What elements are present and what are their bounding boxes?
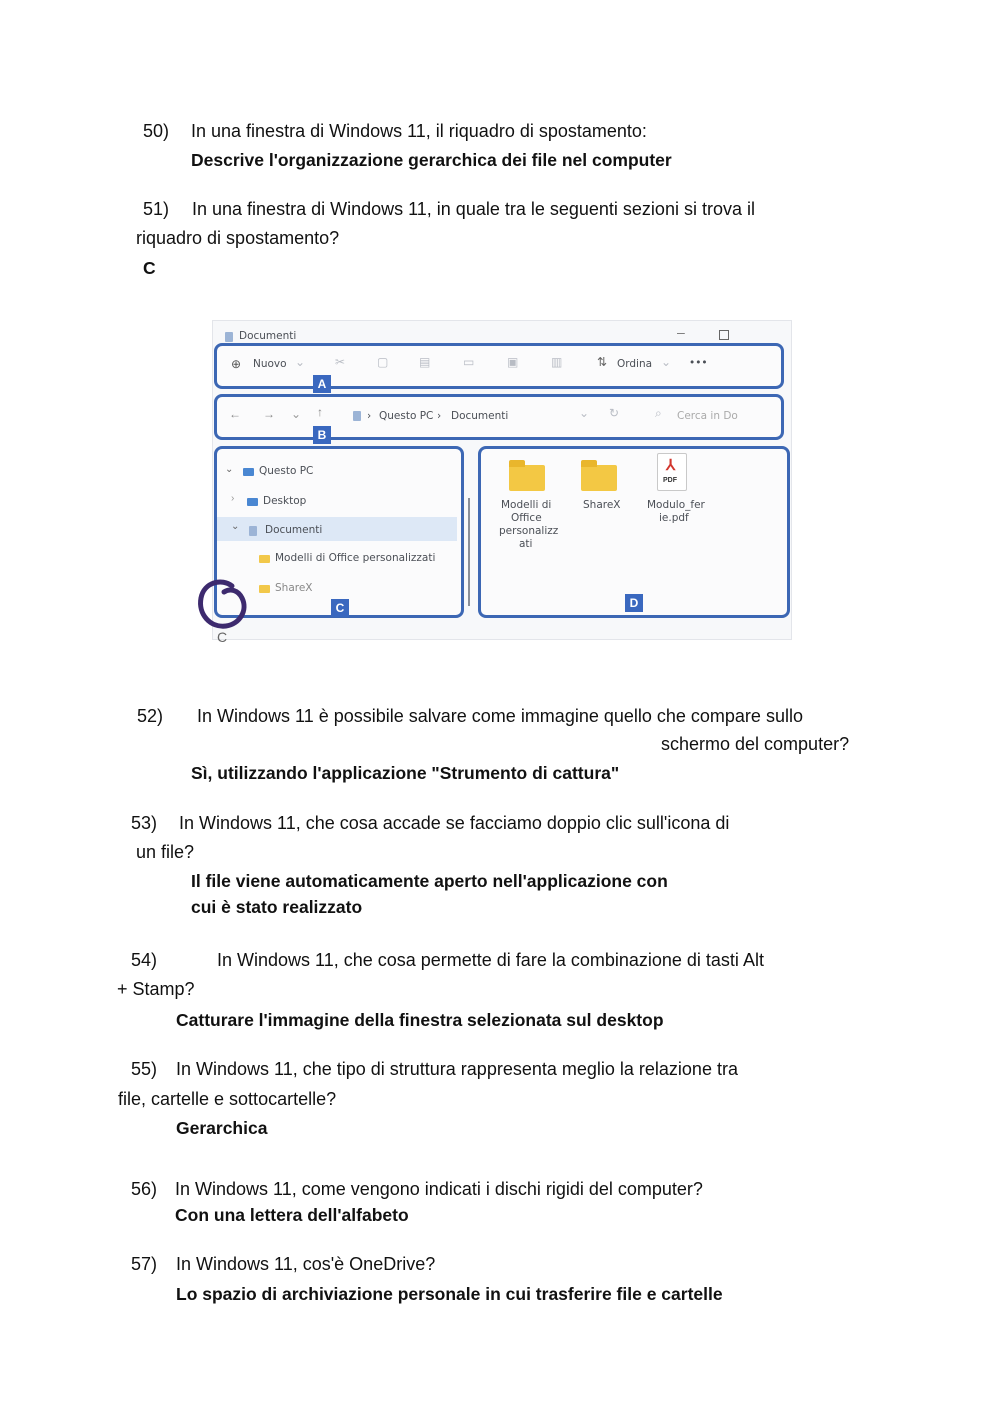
desktop-icon xyxy=(247,498,258,506)
question-text-continued: + Stamp? xyxy=(117,979,195,999)
share-icon[interactable]: ▣ xyxy=(507,355,519,369)
new-button[interactable]: Nuovo xyxy=(253,358,287,370)
content-pane-frame xyxy=(478,446,790,618)
paste-icon[interactable]: ▤ xyxy=(419,355,431,369)
question-text: In una finestra di Windows 11, in quale tra le seguenti sezioni si trova il xyxy=(192,199,755,219)
minimize-icon: – xyxy=(677,324,685,340)
question-text: In Windows 11 è possibile salvare come immagine quello che compare sullo xyxy=(197,706,803,726)
answer-text: Sì, utilizzando l'applicazione "Strumento di cattura" xyxy=(191,763,620,783)
maximize-icon xyxy=(719,330,729,340)
path-separator: › xyxy=(437,410,442,422)
pc-icon xyxy=(243,468,254,476)
question-text: In Windows 11, come vengono indicati i dischi rigidi del computer? xyxy=(175,1179,703,1199)
delete-icon[interactable]: ▥ xyxy=(551,355,563,369)
answer-text: Catturare l'immagine della finestra selezionata sul desktop xyxy=(176,1010,664,1030)
more-icon[interactable]: ••• xyxy=(689,357,708,369)
question-text: In una finestra di Windows 11, il riquadro di spostamento: xyxy=(191,121,647,141)
question-text: In Windows 11, cos'è OneDrive? xyxy=(176,1254,436,1274)
question-text: In Windows 11, che cosa accade se facciamo doppio clic sull'icona di xyxy=(179,813,730,833)
expand-chevron-icon[interactable]: ⌄ xyxy=(225,464,234,475)
sort-icon: ⇅ xyxy=(597,355,608,369)
forward-arrow-icon[interactable]: → xyxy=(263,407,275,421)
question-text-continued: riquadro di spostamento? xyxy=(136,228,340,248)
folder-icon xyxy=(259,555,270,563)
up-arrow-icon[interactable]: ↑ xyxy=(317,405,323,419)
explorer-screenshot xyxy=(200,312,800,657)
question-number: 57) xyxy=(131,1254,158,1274)
toolbar-frame xyxy=(214,343,784,389)
folder-icon xyxy=(259,585,270,593)
answer-text-continued: cui è stato realizzato xyxy=(191,897,363,917)
handwritten-letter: C xyxy=(217,629,228,645)
file-name: Office xyxy=(511,512,542,524)
question-text-continued: un file? xyxy=(136,842,195,862)
answer-text: Descrive l'organizzazione gerarchica dei file nel computer xyxy=(191,150,672,170)
window-title: Documenti xyxy=(239,330,297,342)
recent-chevron-icon[interactable]: ⌄ xyxy=(291,407,302,421)
refresh-icon[interactable]: ↻ xyxy=(609,406,620,420)
path-item-pc[interactable]: Questo PC xyxy=(379,410,434,422)
address-bar-frame xyxy=(214,394,784,440)
question-number: 52) xyxy=(137,706,164,726)
copy-icon[interactable]: ▢ xyxy=(377,355,389,369)
pc-icon xyxy=(353,411,361,421)
documents-icon xyxy=(249,526,257,536)
pdf-icon[interactable] xyxy=(657,453,687,491)
document-icon xyxy=(225,332,233,342)
question-number: 56) xyxy=(131,1179,158,1199)
search-icon: ⌕ xyxy=(655,406,662,420)
chevron-down-icon: ⌄ xyxy=(661,355,672,369)
tree-item-sharex[interactable]: ShareX xyxy=(275,582,313,594)
plus-icon: ⊕ xyxy=(231,357,242,371)
pane-splitter[interactable] xyxy=(468,498,470,606)
file-name: personalizz xyxy=(499,525,559,537)
question-text: In Windows 11, che cosa permette di fare la combinazione di tasti Alt xyxy=(217,950,764,970)
file-name: Modulo_fer xyxy=(647,499,705,511)
file-name: ie.pdf xyxy=(659,512,689,524)
file-name: Modelli di xyxy=(501,499,552,511)
tree-item-pc[interactable]: Questo PC xyxy=(259,465,314,477)
label-a: A xyxy=(313,375,331,393)
expand-chevron-icon[interactable]: ⌄ xyxy=(231,521,240,532)
question-number: 50) xyxy=(143,121,170,141)
question-number: 51) xyxy=(143,199,170,219)
cut-icon[interactable]: ✂ xyxy=(335,355,346,369)
collapse-chevron-icon[interactable]: › xyxy=(231,493,235,504)
answer-text: Gerarchica xyxy=(176,1118,268,1138)
sort-button[interactable]: Ordina xyxy=(617,358,653,370)
address-chevron-icon[interactable]: ⌄ xyxy=(579,406,590,420)
label-c: C xyxy=(331,599,349,617)
tree-item-desktop[interactable]: Desktop xyxy=(263,495,307,507)
question-text-continued: schermo del computer? xyxy=(661,734,850,754)
tree-item-documents[interactable]: Documenti xyxy=(265,524,323,536)
question-number: 55) xyxy=(131,1059,158,1079)
question-number: 53) xyxy=(131,813,158,833)
rename-icon[interactable]: ▭ xyxy=(463,355,475,369)
file-name: ShareX xyxy=(583,499,621,511)
answer-text: Lo spazio di archiviazione personale in cui trasferire file e cartelle xyxy=(176,1284,723,1304)
chevron-down-icon: ⌄ xyxy=(295,355,306,369)
pdf-badge: PDF xyxy=(663,477,677,484)
folder-icon[interactable] xyxy=(581,465,617,491)
question-text-continued: file, cartelle e sottocartelle? xyxy=(118,1089,337,1109)
answer-text: Con una lettera dell'alfabeto xyxy=(175,1205,409,1225)
question-text: In Windows 11, che tipo di struttura rappresenta meglio la relazione tra xyxy=(176,1059,738,1079)
folder-icon[interactable] xyxy=(509,465,545,491)
path-item-documents[interactable]: Documenti xyxy=(451,410,509,422)
question-number: 54) xyxy=(131,950,158,970)
tree-item-templates[interactable]: Modelli di Office personalizzati xyxy=(275,552,436,564)
back-arrow-icon[interactable]: ← xyxy=(229,407,241,421)
label-b: B xyxy=(313,426,331,444)
acrobat-icon: ⅄ xyxy=(666,457,676,474)
answer-text: Il file viene automaticamente aperto nell'applicazione con xyxy=(191,871,668,891)
answer-text: C xyxy=(143,258,156,278)
path-separator: › xyxy=(367,410,372,422)
file-name: ati xyxy=(519,538,533,550)
label-d: D xyxy=(625,594,643,612)
search-input[interactable]: Cerca in Do xyxy=(677,410,738,422)
